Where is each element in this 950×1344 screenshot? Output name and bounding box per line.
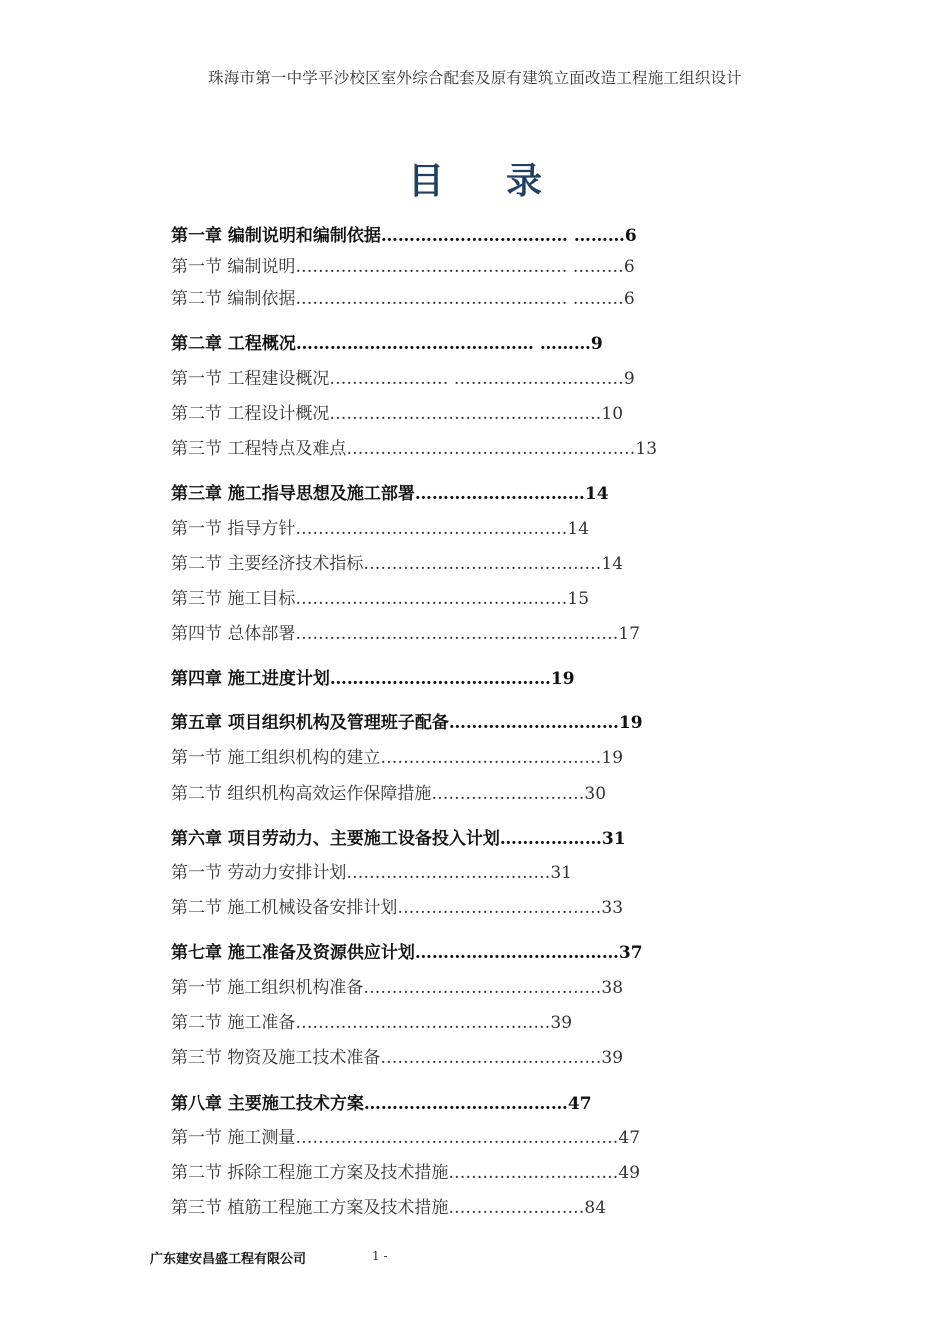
toc-leader-dots: ……………………………… (363, 1094, 568, 1114)
toc-leader-dots: ………………………… (448, 713, 619, 733)
toc-page-number: 31 (550, 863, 573, 883)
toc-leader-dots: ………………………………………… (295, 589, 568, 609)
toc-entry-label: 第四章 施工进度计划 (171, 669, 330, 689)
toc-leader-dots: ………………………………………… ……… (295, 289, 624, 309)
toc-chapter-entry[interactable] (171, 828, 626, 850)
toc-page-number: 15 (567, 589, 590, 609)
toc-leader-dots: ……………………………………… (295, 1013, 551, 1033)
footer-page-number: 1 - (372, 1249, 388, 1263)
toc-section-entry[interactable] (171, 256, 635, 278)
toc-entry-label: 第三章 施工指导思想及施工部署 (171, 484, 415, 504)
toc-section-entry[interactable] (171, 1127, 640, 1149)
toc-section-entry[interactable] (171, 862, 572, 884)
toc-entry-label: 第二节 组织机构高效运作保障措施 (171, 784, 432, 804)
toc-page-number: 13 (635, 439, 658, 459)
toc-section-entry[interactable] (171, 747, 623, 769)
toc-page-number: 19 (601, 748, 624, 768)
toc-entry-label: 第三节 工程特点及难点 (171, 439, 347, 459)
toc-section-entry[interactable] (171, 288, 635, 310)
toc-entry-label: 第一节 劳动力安排计划 (171, 863, 347, 883)
toc-page-number: 47 (618, 1128, 641, 1148)
toc-page-number: 49 (618, 1163, 641, 1183)
toc-section-entry[interactable] (171, 403, 623, 425)
toc-leader-dots: ……………………………… (397, 898, 602, 918)
toc-entry-label: 第六章 项目劳动力、主要施工设备投入计划 (171, 829, 500, 849)
toc-entry-label: 第三节 施工目标 (171, 589, 296, 609)
toc-section-entry[interactable] (171, 518, 589, 540)
toc-chapter-entry[interactable] (171, 333, 603, 355)
toc-entry-label: 第一章 编制说明和编制依据 (171, 226, 381, 246)
toc-section-entry[interactable] (171, 977, 623, 999)
toc-chapter-entry[interactable] (171, 712, 643, 734)
toc-entry-label: 第二节 编制依据 (171, 289, 296, 309)
toc-entry-label: 第五章 项目组织机构及管理班子配备 (171, 713, 449, 733)
toc-entry-label: 第二章 工程概况 (171, 334, 296, 354)
toc-leader-dots: ……………………… (431, 784, 585, 804)
toc-entry-label: 第二节 施工准备 (171, 1013, 296, 1033)
toc-page-number: 84 (584, 1198, 607, 1218)
toc-chapter-entry[interactable] (171, 1093, 592, 1115)
toc-entry-label: 第七章 施工准备及资源供应计划 (171, 943, 415, 963)
toc-page-number: 37 (618, 943, 643, 963)
toc-leader-dots: ……………………………… (346, 863, 551, 883)
toc-title-char-1: 目 (407, 160, 444, 202)
toc-entry-label: 第一节 施工组织机构准备 (171, 978, 364, 998)
toc-section-entry[interactable] (171, 1012, 572, 1034)
toc-leader-dots: …………………………………… (363, 978, 602, 998)
toc-entry-label: 第一节 施工测量 (171, 1128, 296, 1148)
toc-leader-dots: ………………… ………………………… (329, 369, 624, 389)
toc-section-entry[interactable] (171, 368, 635, 390)
toc-chapter-entry[interactable] (171, 942, 643, 964)
toc-page-number: 14 (584, 484, 609, 504)
toc-leader-dots: ………………………………………… (295, 519, 568, 539)
toc-page-number: 10 (601, 404, 624, 424)
toc-page-number: 6 (623, 289, 635, 309)
toc-entry-label: 第一节 指导方针 (171, 519, 296, 539)
toc-section-entry[interactable] (171, 897, 623, 919)
toc-page-number: 30 (584, 784, 607, 804)
toc-leader-dots: …………………………………………… (346, 439, 636, 459)
toc-leader-dots: ………………………………………………… (295, 624, 619, 644)
toc-entry-label: 第二节 拆除工程施工方案及技术措施 (171, 1163, 449, 1183)
toc-chapter-entry[interactable] (171, 225, 637, 247)
toc-entry-label: 第三节 物资及施工技术准备 (171, 1048, 381, 1068)
toc-page-number: 19 (618, 713, 643, 733)
toc-section-entry[interactable] (171, 1047, 623, 1069)
toc-section-entry[interactable] (171, 438, 657, 460)
footer-company: 广东建安昌盛工程有限公司 (150, 1252, 307, 1267)
toc-leader-dots: ………………………………… (380, 748, 602, 768)
toc-page-number: 19 (550, 669, 575, 689)
toc-leader-dots: ………………………………… (380, 1048, 602, 1068)
toc-page-number: 38 (601, 978, 624, 998)
toc-section-entry[interactable] (171, 1197, 606, 1219)
toc-leader-dots: …………………………………… ……… (295, 334, 591, 354)
toc-page-number: 6 (624, 226, 637, 246)
toc-entry-label: 第二节 施工机械设备安排计划 (171, 898, 398, 918)
toc-section-entry[interactable] (171, 783, 606, 805)
toc-entry-label: 第四节 总体部署 (171, 624, 296, 644)
toc-leader-dots: ………………………………………… ……… (295, 257, 624, 277)
toc-leader-dots: ………………………………………………… (295, 1128, 619, 1148)
toc-section-entry[interactable] (171, 553, 623, 575)
toc-entry-label: 第八章 主要施工技术方案 (171, 1094, 364, 1114)
toc-leader-dots: …………………………………… (363, 554, 602, 574)
toc-page-number: 39 (550, 1013, 573, 1033)
toc-leader-dots: …………………………… ……… (380, 226, 625, 246)
toc-title (0, 153, 950, 204)
toc-leader-dots: ………………………………………… (329, 404, 602, 424)
toc-entry-label: 第一节 工程建设概况 (171, 369, 330, 389)
toc-leader-dots: ………………………………… (329, 669, 551, 689)
toc-section-entry[interactable] (171, 1162, 640, 1184)
toc-entry-label: 第一节 编制说明 (171, 257, 296, 277)
toc-entry-label: 第三节 植筋工程施工方案及技术措施 (171, 1198, 449, 1218)
toc-entry-label: 第一节 施工组织机构的建立 (171, 748, 381, 768)
toc-leader-dots: ……………… (499, 829, 602, 849)
toc-page-number: 31 (601, 829, 626, 849)
toc-entry-label: 第二节 主要经济技术指标 (171, 554, 364, 574)
toc-leader-dots: ……………………………… (414, 943, 619, 963)
toc-chapter-entry[interactable] (171, 668, 575, 690)
toc-title-char-2: 录 (506, 160, 543, 202)
toc-page-number: 6 (623, 257, 635, 277)
toc-page-number: 17 (618, 624, 641, 644)
toc-page-number: 47 (567, 1094, 592, 1114)
toc-section-entry[interactable] (171, 588, 589, 610)
running-header: 珠海市第一中学平沙校区室外综合配套及原有建筑立面改造工程施工组织设计 (208, 69, 742, 87)
toc-chapter-entry[interactable] (171, 483, 609, 505)
toc-entry-label: 第二节 工程设计概况 (171, 404, 330, 424)
toc-page-number: 39 (601, 1048, 624, 1068)
toc-leader-dots: …………………… (448, 1198, 585, 1218)
toc-leader-dots: ………………………… (414, 484, 585, 504)
toc-page-number: 14 (601, 554, 624, 574)
toc-page-number: 14 (567, 519, 590, 539)
toc-leader-dots: ………………………… (448, 1163, 619, 1183)
toc-page-number: 9 (590, 334, 603, 354)
toc-page-number: 33 (601, 898, 624, 918)
toc-page-number: 9 (623, 369, 635, 389)
toc-section-entry[interactable] (171, 623, 640, 645)
